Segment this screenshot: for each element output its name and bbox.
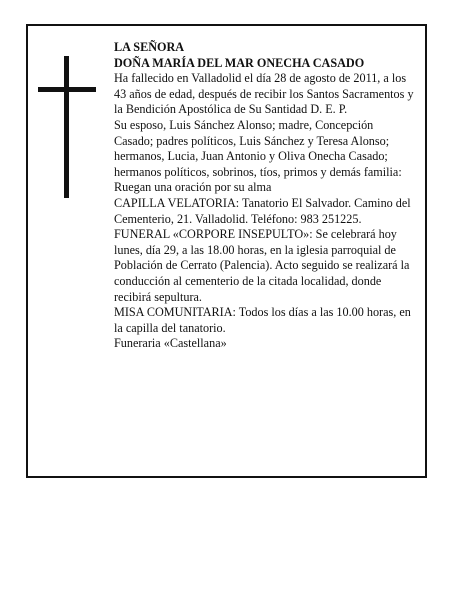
cross-icon (38, 56, 96, 198)
cross-horizontal-bar (38, 87, 96, 92)
funeral-home: Funeraria «Castellana» (114, 336, 227, 351)
obituary-notice (26, 24, 427, 478)
cross-vertical-bar (64, 56, 69, 198)
deceased-name: DOÑA MARÍA DEL MAR ONECHA CASADO (114, 55, 365, 70)
notice-body (114, 40, 414, 352)
chapel-info: CAPILLA VELATORIA: Tanatorio El Salvador. Camino del Cementerio, 21. Valladolid. Teléfono: 983 251225. (114, 195, 411, 226)
family-list: Su esposo, Luis Sánchez Alonso; madre, Concepción Casado; padres políticos, Luis Sánchez y Teresa Alonso; hermanos, Lucia, Juan Antonio y Oliva Onecha Casado; hermanos políticos, sobrinos, tíos, primos y demás familia: (114, 117, 402, 179)
prayer-request: Ruegan una oración por su alma (114, 180, 272, 195)
mass-info: MISA COMUNITARIA: Todos los días a las 10.00 horas, en la capilla del tanatorio. (114, 305, 411, 335)
notice-header: LA SEÑORA (114, 40, 185, 54)
funeral-info: FUNERAL «CORPORE INSEPULTO»: Se celebrará hoy lunes, día 29, a las 18.00 horas, en la iglesia parroquial de Población de Cerrato (Palencia). Acto seguido se realizará la conducción al cementerio de la citada localidad, donde recibirá sepultura. (114, 227, 410, 304)
death-statement: Ha fallecido en Valladolid el día 28 de agosto de 2011, a los 43 años de edad, después de recibir los Santos Sacramentos y la Bendición Apostólica de Su Santidad D. E. P. (114, 71, 414, 117)
